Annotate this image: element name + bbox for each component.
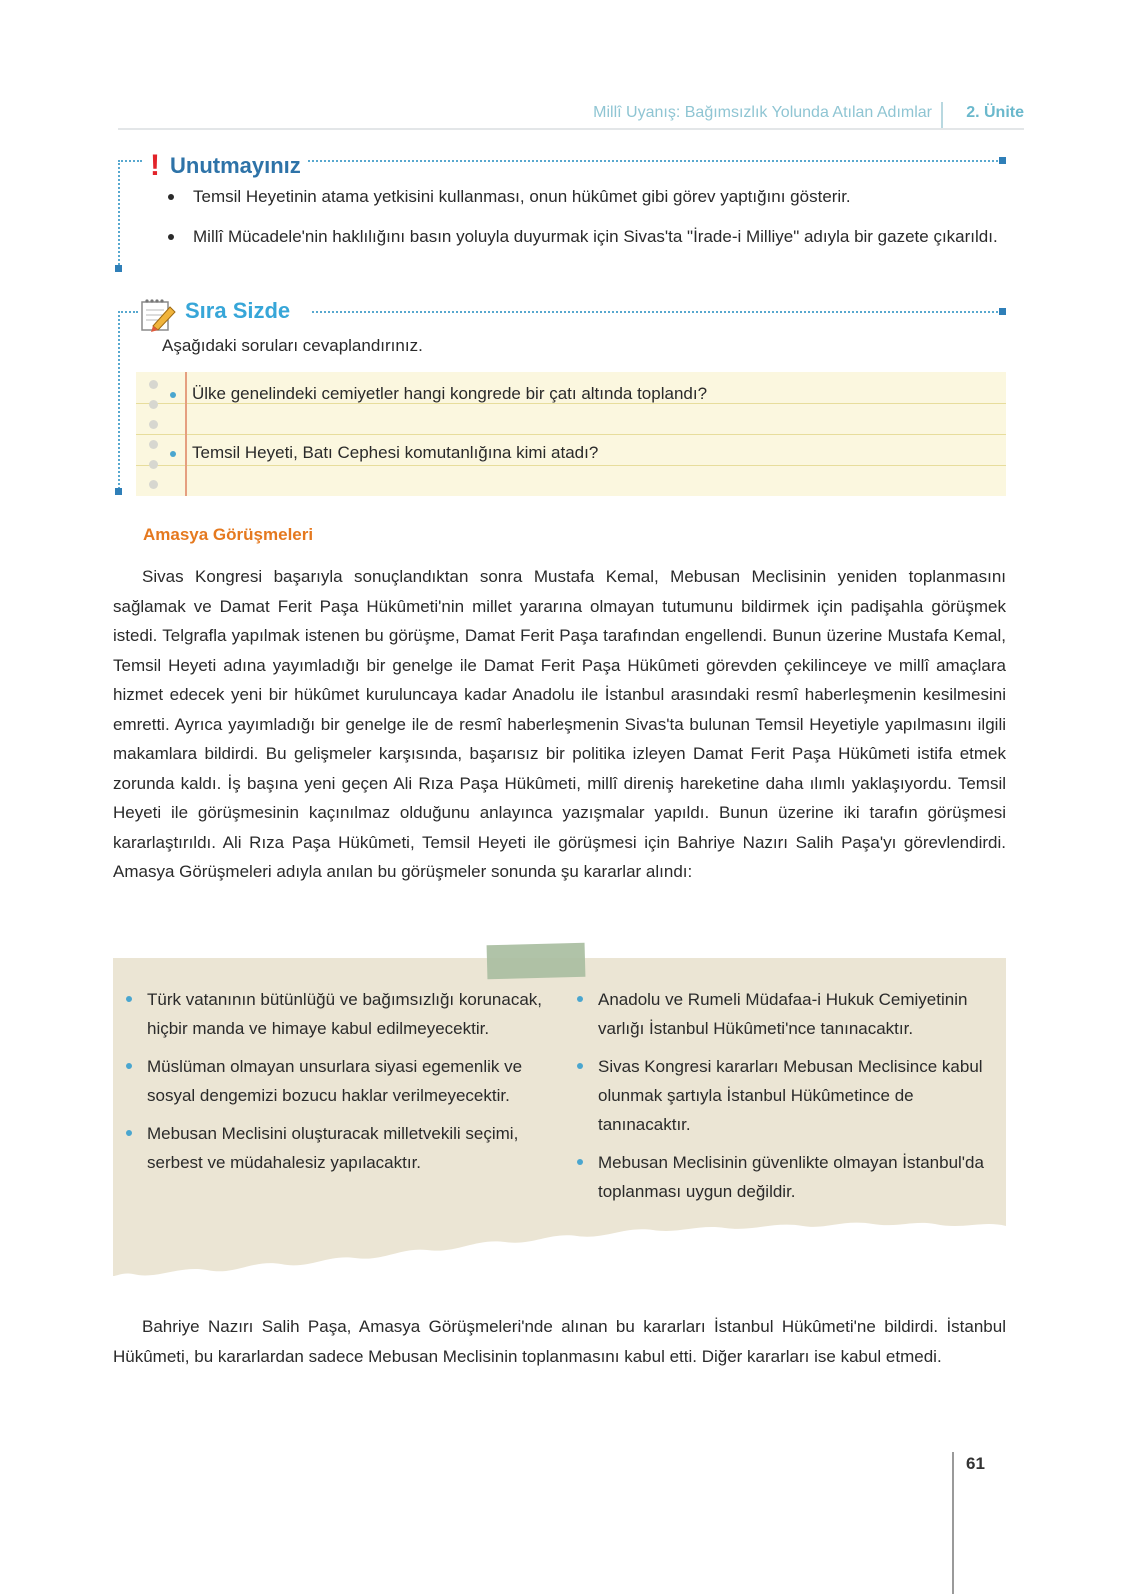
- question-item: Ülke genelindeki cemiyetler hangi kongrede bir çatı altında toplandı?: [192, 384, 708, 403]
- notepad-margin: [185, 372, 187, 496]
- unit-label: 2. Ünite: [966, 104, 1024, 121]
- running-header: [118, 104, 1024, 130]
- decisions-right-column: [576, 985, 1004, 1215]
- notepad-rule: [136, 434, 1006, 435]
- section-heading: Amasya Görüşmeleri: [143, 525, 314, 544]
- decision-item: Müslüman olmayan unsurlara siyasi egemenlik ve sosyal dengemizi bozucu haklar verilmeyecektir.: [125, 1052, 553, 1110]
- question-bullet: [170, 451, 176, 457]
- question-item: Temsil Heyeti, Batı Cephesi komutanlığına kimi atadı?: [192, 443, 599, 462]
- remember-end-marker: [999, 157, 1006, 164]
- remember-heading: [150, 147, 301, 181]
- decision-item: Türk vatanının bütünlüğü ve bağımsızlığı korunacak, hiçbir manda ve himaye kabul edilmeyecektir.: [125, 985, 553, 1043]
- turn-dotted-lead: [118, 311, 138, 313]
- decision-item: Mebusan Meclisini oluşturacak milletvekili seçimi, serbest ve müdahalesiz yapılacaktır.: [125, 1119, 553, 1177]
- page-number: 61: [966, 1454, 985, 1473]
- notepad-pencil-icon: [140, 296, 178, 332]
- remember-item: Temsil Heyetinin atama yetkisini kullanması, onun hükûmet gibi görev yaptığını gösterir.: [165, 183, 1015, 211]
- remember-list: [165, 183, 1015, 263]
- question-bullet: [170, 392, 176, 398]
- notepad-rule: [136, 465, 1006, 466]
- header-separator: [941, 102, 943, 128]
- header-rule: [118, 128, 1024, 130]
- questions-notepad: [136, 372, 1006, 496]
- decisions-left-column: [125, 985, 553, 1186]
- remember-title: Unutmayınız: [170, 153, 301, 178]
- chapter-title: Millî Uyanış: Bağımsızlık Yolunda Atılan Adımlar: [593, 104, 932, 121]
- tape-strip: [487, 943, 586, 980]
- notepad-hole: [149, 380, 158, 389]
- remember-corner-marker: [115, 265, 122, 272]
- notepad-hole: [149, 440, 158, 449]
- decision-item: Anadolu ve Rumeli Müdafaa-i Hukuk Cemiyetinin varlığı İstanbul Hükûmeti'nce tanınacaktır.: [576, 985, 1004, 1043]
- turn-dotted-line: [312, 311, 1002, 313]
- your-turn-title: Sıra Sizde: [185, 298, 291, 323]
- notepad-hole: [149, 420, 158, 429]
- remember-dotted-line: [308, 160, 1002, 162]
- closing-paragraph: Bahriye Nazırı Salih Paşa, Amasya Görüşmeleri'nde alınan bu kararları İstanbul Hükûmeti'ne bildirdi. İstanbul Hükûmeti, bu kararlardan sadece Mebusan Meclisinin toplanmasını kabul etti. Diğer kararları ise kabul etmedi.: [113, 1317, 1006, 1366]
- remember-item: Millî Mücadele'nin haklılığını basın yoluyla duyurmak için Sivas'ta "İrade-i Milliye" adıyla bir gazete çıkarıldı.: [165, 223, 1015, 251]
- your-turn-instruction: Aşağıdaki soruları cevaplandırınız.: [162, 336, 423, 355]
- decision-item: Sivas Kongresi kararları Mebusan Meclisince kabul olunmak şartıyla İstanbul Hükûmetince de tanınacaktır.: [576, 1052, 1004, 1139]
- exclamation-icon: !: [150, 149, 160, 182]
- turn-corner-marker: [115, 488, 122, 495]
- page-number-rule: [952, 1452, 954, 1594]
- body-paragraph: Sivas Kongresi başarıyla sonuçlandıktan sonra Mustafa Kemal, Mebusan Meclisinin yeniden toplanmasını sağlamak ve Damat Ferit Paşa Hükûmeti'nin millet yararına olmayan tutumunu bildirmek için padişahla görüşmek istedi. Telgrafla yapılmak istenen bu görüşme, Damat Ferit Paşa tarafından engellendi. Bunun üzerine Mustafa Kemal, Temsil Heyeti adına yayımladığı bir genelge ile Damat Ferit Paşa Hükûmeti görevden çekilinceye ve millî amaçlara hizmet edecek yeni bir hükûmet kuruluncaya kadar Anadolu ile İstanbul arasındaki resmî haberleşmenin kesilmesini emretti. Ayrıca yayımladığı bir genelge ile de resmî haberleşmenin Sivas'ta bulunan Temsil Heyetiyle yapılmasını ilgili makamlara bildirdi. Bu gelişmeler karşısında, başarısız bir politika izleyen Damat Ferit Paşa Hükûmeti istifa etmek zorunda kaldı. İş başına yeni geçen Ali Rıza Paşa Hükûmeti, millî direniş hareketine daha ılımlı yaklaşıyordu. Temsil Heyeti ile görüşmesinin kaçınılmaz olduğunu anlayınca yazışmalar yapıldı. Bunun üzerine iki tarafın görüşmesi kararlaştırıldı. Ali Rıza Paşa Hükûmeti, Temsil Heyeti ile görüşmesi için Bahriye Nazırı Salih Paşa'yı görevlendirdi. Amasya Görüşmeleri adıyla anılan bu görüşmeler sonunda şu kararlar alındı:: [113, 567, 1006, 881]
- notepad-hole: [149, 400, 158, 409]
- notepad-hole: [149, 460, 158, 469]
- notepad-hole: [149, 480, 158, 489]
- turn-end-marker: [999, 308, 1006, 315]
- decision-item: Mebusan Meclisinin güvenlikte olmayan İstanbul'da toplanması uygun değildir.: [576, 1148, 1004, 1206]
- turn-dotted-border: [118, 311, 120, 493]
- remember-dotted-border: [118, 160, 120, 268]
- remember-dotted-lead: [118, 160, 142, 162]
